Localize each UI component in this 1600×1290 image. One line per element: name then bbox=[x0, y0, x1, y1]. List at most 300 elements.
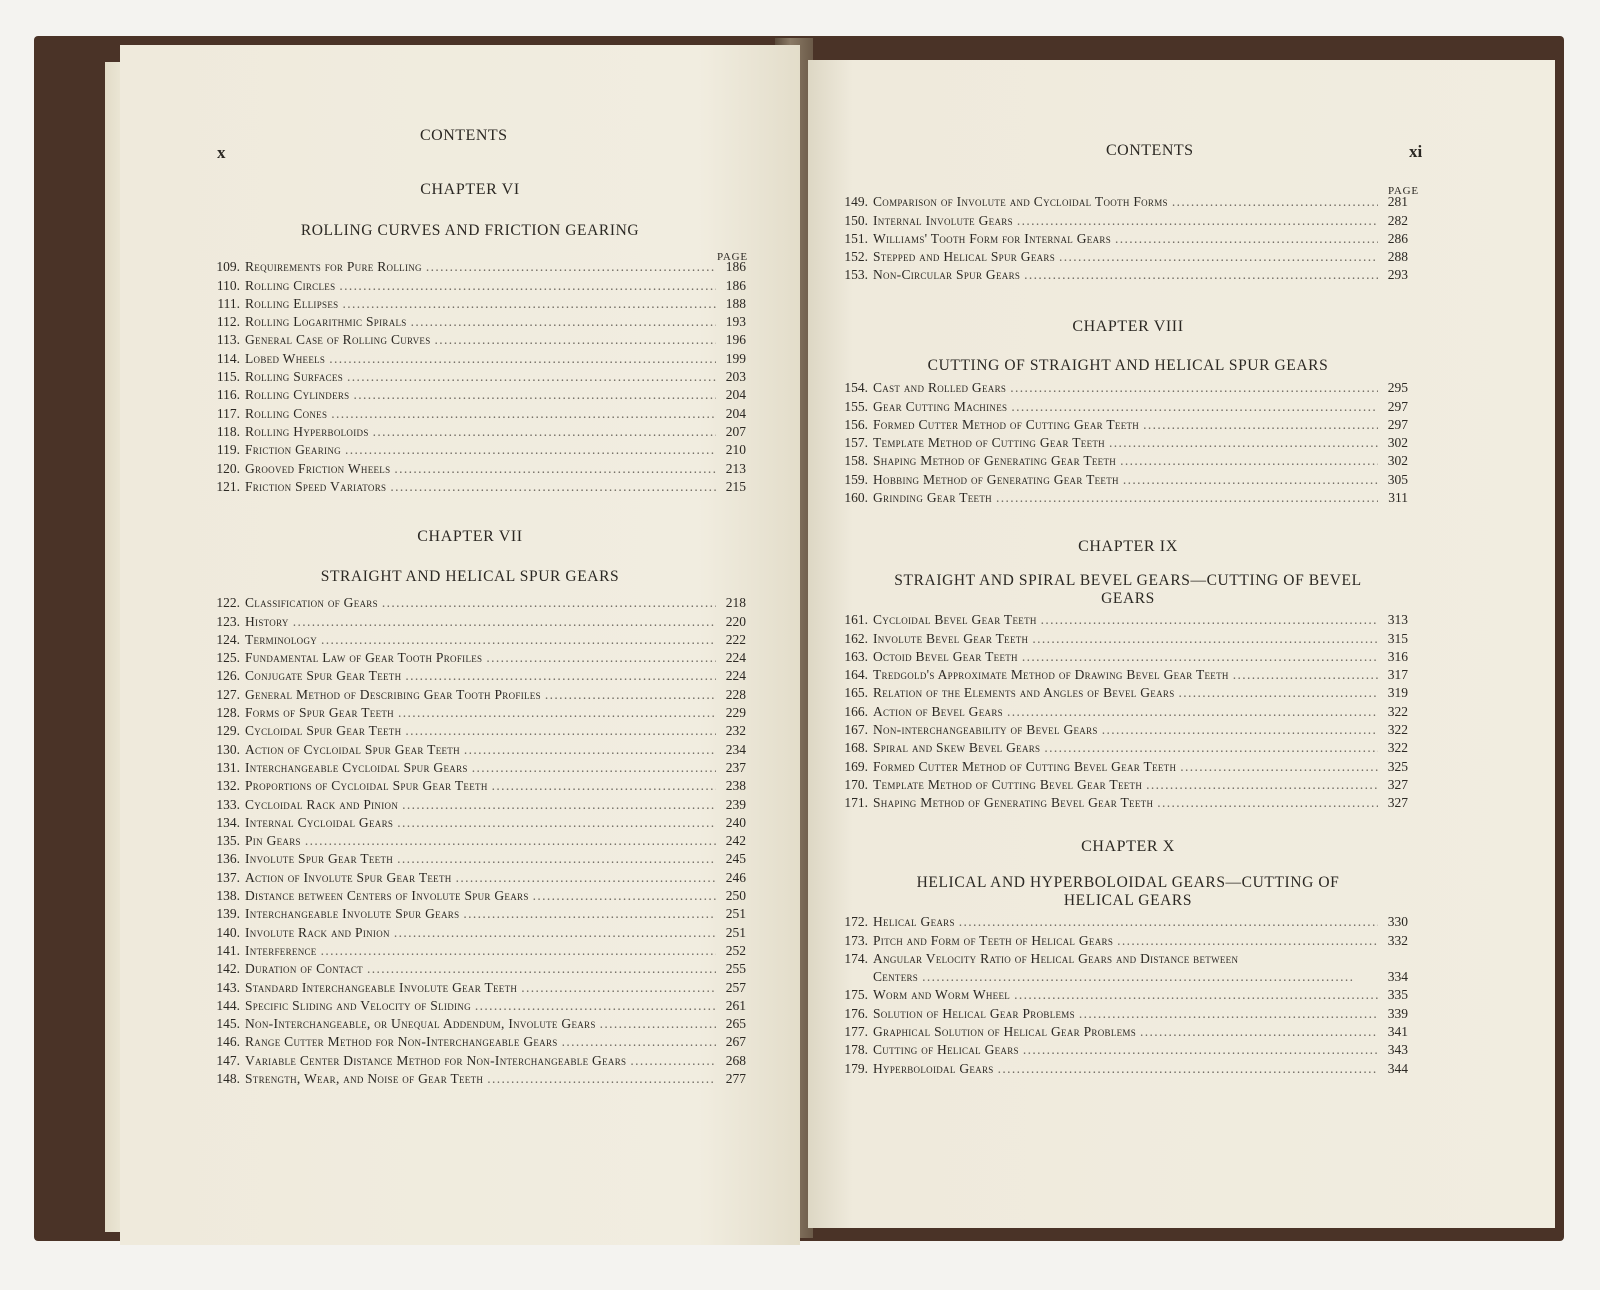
entry-number: 129. bbox=[216, 723, 240, 739]
toc-list bbox=[210, 257, 746, 495]
entry-page-number: 316 bbox=[1387, 648, 1408, 664]
dot-leader bbox=[1044, 740, 1378, 756]
entry-title: Distance between Centers of Involute Spur Gears bbox=[245, 888, 529, 904]
entry-title: Action of Bevel Gears bbox=[873, 703, 1003, 719]
entry-page-number: 246 bbox=[725, 869, 746, 885]
entry-title: Cutting of Helical Gears bbox=[873, 1042, 1019, 1058]
chapter-heading: CHAPTER VII bbox=[417, 528, 523, 545]
dot-leader bbox=[521, 980, 716, 996]
entry-title: Involute Bevel Gear Teeth bbox=[873, 630, 1029, 646]
entry-number: 134. bbox=[216, 814, 240, 830]
entry-page-number: 295 bbox=[1387, 380, 1408, 396]
entry-page-number: 302 bbox=[1387, 435, 1408, 451]
toc-entry bbox=[210, 275, 746, 293]
entry-title: Shaping Method of Generating Gear Teeth bbox=[873, 453, 1117, 469]
entry-page-number: 265 bbox=[725, 1016, 746, 1032]
entry-number: 159. bbox=[844, 471, 868, 487]
dot-leader bbox=[405, 723, 716, 739]
toc-entry bbox=[210, 1050, 746, 1068]
entry-number: 140. bbox=[216, 924, 240, 940]
entry-title: Internal Involute Gears bbox=[873, 212, 1013, 228]
toc-list bbox=[838, 378, 1408, 506]
entry-page-number: 305 bbox=[1387, 471, 1408, 487]
entry-title: Comparison of Involute and Cycloidal Tooth Forms bbox=[873, 194, 1168, 210]
entry-number: 164. bbox=[844, 667, 868, 683]
entry-page-number: 335 bbox=[1387, 987, 1408, 1003]
toc-entry bbox=[838, 210, 1408, 228]
entry-number: 124. bbox=[216, 631, 240, 647]
dot-leader bbox=[382, 595, 716, 611]
entry-page-number: 222 bbox=[725, 631, 746, 647]
dot-leader bbox=[347, 369, 716, 385]
toc-entry bbox=[210, 849, 746, 867]
entry-number: 115. bbox=[216, 369, 240, 385]
entry-number: 120. bbox=[216, 460, 240, 476]
entry-number: 160. bbox=[844, 490, 868, 506]
entry-title: Worm and Worm Wheel bbox=[873, 987, 1011, 1003]
entry-title: Solution of Helical Gear Problems bbox=[873, 1005, 1075, 1021]
entry-number: 119. bbox=[216, 442, 240, 458]
entry-page-number: 224 bbox=[725, 668, 746, 684]
toc-entry bbox=[838, 930, 1408, 948]
entry-number: 170. bbox=[844, 776, 868, 792]
entry-number: 155. bbox=[844, 398, 868, 414]
entry-title: History bbox=[245, 613, 289, 629]
dot-leader bbox=[475, 998, 716, 1014]
entry-number: 173. bbox=[844, 932, 868, 948]
dot-leader bbox=[600, 1016, 716, 1032]
toc-entry bbox=[210, 776, 746, 794]
entry-title: General Case of Rolling Curves bbox=[245, 332, 431, 348]
entry-title: Williams' Tooth Form for Internal Gears bbox=[873, 230, 1112, 246]
dot-leader bbox=[353, 387, 716, 403]
chapter-heading: CHAPTER X bbox=[1081, 838, 1175, 855]
entry-number: 151. bbox=[844, 230, 868, 246]
entry-number: 147. bbox=[216, 1052, 240, 1068]
toc-entry bbox=[210, 666, 746, 684]
dot-leader bbox=[1123, 472, 1378, 488]
dot-leader bbox=[339, 278, 716, 294]
toc-list bbox=[210, 593, 746, 1087]
toc-entry bbox=[210, 996, 746, 1014]
chapter-title-line: CUTTING OF STRAIGHT AND HELICAL SPUR GEARS bbox=[927, 357, 1329, 374]
dot-leader bbox=[397, 851, 716, 867]
entry-number: 133. bbox=[216, 796, 240, 812]
chapter-title-line: HELICAL AND HYPERBOLOIDAL GEARS—CUTTING OF bbox=[916, 874, 1340, 891]
entry-number: 113. bbox=[216, 332, 240, 348]
entry-page-number: 343 bbox=[1387, 1042, 1408, 1058]
toc-entry bbox=[838, 628, 1408, 646]
toc-entry bbox=[838, 756, 1408, 774]
entry-page-number: 311 bbox=[1388, 490, 1408, 506]
dot-leader bbox=[331, 406, 716, 422]
entry-number: 126. bbox=[216, 668, 240, 684]
entry-number: 169. bbox=[844, 758, 868, 774]
entry-title: Action of Cycloidal Spur Gear Teeth bbox=[245, 741, 460, 757]
entry-number: 123. bbox=[216, 613, 240, 629]
entry-number: 109. bbox=[216, 259, 240, 275]
dot-leader bbox=[1022, 649, 1378, 665]
entry-page-number: 322 bbox=[1387, 740, 1408, 756]
entry-title: Cycloidal Spur Gear Teeth bbox=[245, 723, 402, 739]
toc-entry bbox=[838, 610, 1408, 628]
entry-page-number: 286 bbox=[1387, 230, 1408, 246]
entry-number: 139. bbox=[216, 906, 240, 922]
entry-title: Formed Cutter Method of Cutting Gear Teeth bbox=[873, 416, 1140, 432]
entry-title: Shaping Method of Generating Bevel Gear Teeth bbox=[873, 795, 1154, 811]
entry-page-number: 228 bbox=[725, 686, 746, 702]
toc-entry bbox=[210, 458, 746, 476]
entry-title: Proportions of Cycloidal Spur Gear Teeth bbox=[245, 778, 488, 794]
dot-leader bbox=[1024, 267, 1378, 283]
entry-title: Rolling Hyperboloids bbox=[245, 423, 369, 439]
entry-number: 176. bbox=[844, 1005, 868, 1021]
entry-number: 138. bbox=[216, 888, 240, 904]
toc-entry bbox=[838, 1022, 1408, 1040]
entry-number: 143. bbox=[216, 979, 240, 995]
entry-page-number: 229 bbox=[725, 705, 746, 721]
toc-entry bbox=[210, 831, 746, 849]
toc-entry bbox=[210, 794, 746, 812]
entry-title: Requirements for Pure Rolling bbox=[245, 259, 422, 275]
entry-page-number: 325 bbox=[1387, 758, 1408, 774]
toc-entry bbox=[210, 440, 746, 458]
toc-entry bbox=[210, 703, 746, 721]
chapter-heading: CHAPTER IX bbox=[1078, 538, 1178, 555]
dot-leader bbox=[1032, 631, 1378, 647]
dot-leader bbox=[373, 424, 716, 440]
entry-number: 130. bbox=[216, 741, 240, 757]
chapter-title-line: STRAIGHT AND SPIRAL BEVEL GEARS—CUTTING OF BEVEL bbox=[894, 572, 1362, 589]
entry-number: 165. bbox=[844, 685, 868, 701]
entry-title: Standard Interchangeable Involute Gear Teeth bbox=[245, 979, 518, 995]
toc-entry bbox=[210, 758, 746, 776]
entry-title: Range Cutter Method for Non-Interchangeable Gears bbox=[245, 1034, 558, 1050]
toc-entry bbox=[838, 451, 1408, 469]
entry-page-number: 220 bbox=[725, 613, 746, 629]
entry-number: 163. bbox=[844, 648, 868, 664]
entry-number: 144. bbox=[216, 997, 240, 1013]
entry-title: Cast and Rolled Gears bbox=[873, 380, 1007, 396]
toc-entry bbox=[210, 477, 746, 495]
entry-page-number: 234 bbox=[725, 741, 746, 757]
dot-leader bbox=[1041, 612, 1378, 628]
toc-entry bbox=[210, 611, 746, 629]
dot-leader bbox=[492, 778, 716, 794]
entry-page-number: 245 bbox=[725, 851, 746, 867]
dot-leader bbox=[411, 314, 716, 330]
entry-page-number: 302 bbox=[1387, 453, 1408, 469]
entry-page-number: 188 bbox=[725, 295, 746, 311]
entry-title: Pin Gears bbox=[245, 833, 301, 849]
running-head: CONTENTS bbox=[1106, 142, 1194, 159]
entry-title: General Method of Describing Gear Tooth Profiles bbox=[245, 686, 541, 702]
chapter-title bbox=[808, 874, 1448, 910]
entry-title: Fundamental Law of Gear Tooth Profiles bbox=[245, 650, 483, 666]
toc-entry bbox=[210, 630, 746, 648]
toc-entry bbox=[838, 967, 1408, 985]
entry-page-number: 327 bbox=[1387, 795, 1408, 811]
toc-entry bbox=[210, 385, 746, 403]
dot-leader bbox=[394, 461, 716, 477]
toc-entry bbox=[210, 977, 746, 995]
page-number: x bbox=[217, 143, 226, 162]
chapter-title: STRAIGHT AND HELICAL SPUR GEARS bbox=[320, 568, 620, 585]
entry-page-number: 237 bbox=[725, 759, 746, 775]
entry-number: 141. bbox=[216, 942, 240, 958]
dot-leader bbox=[1007, 704, 1378, 720]
entry-number: 118. bbox=[216, 423, 240, 439]
running-head: CONTENTS bbox=[420, 127, 508, 144]
chapter-title: ROLLING CURVES AND FRICTION GEARING bbox=[300, 222, 640, 239]
entry-page-number: 277 bbox=[725, 1071, 746, 1087]
entry-title: Friction Speed Variators bbox=[245, 478, 387, 494]
entry-title: Variable Center Distance Method for Non-Interchangeable Gears bbox=[245, 1052, 627, 1068]
entry-title: Specific Sliding and Velocity of Sliding bbox=[245, 997, 471, 1013]
page-column-label: PAGE bbox=[1388, 185, 1419, 197]
toc-entry bbox=[210, 593, 746, 611]
entry-number: 142. bbox=[216, 961, 240, 977]
toc-entry bbox=[210, 348, 746, 366]
entry-page-number: 334 bbox=[1387, 969, 1408, 985]
entry-number: 116. bbox=[216, 387, 240, 403]
dot-leader bbox=[1180, 759, 1378, 775]
entry-title: Classification of Gears bbox=[245, 595, 378, 611]
toc-entry bbox=[838, 1058, 1408, 1076]
entry-number: 157. bbox=[844, 435, 868, 451]
toc-entry bbox=[210, 294, 746, 312]
entry-page-number: 238 bbox=[725, 778, 746, 794]
entry-page-number: 293 bbox=[1387, 267, 1408, 283]
entry-page-number: 327 bbox=[1387, 776, 1408, 792]
entry-page-number: 317 bbox=[1387, 667, 1408, 683]
entry-title: Hyperboloidal Gears bbox=[873, 1060, 994, 1076]
dot-leader bbox=[1011, 399, 1378, 415]
entry-page-number: 207 bbox=[725, 423, 746, 439]
toc-entry bbox=[210, 959, 746, 977]
entry-page-number: 251 bbox=[725, 906, 746, 922]
dot-leader bbox=[1120, 453, 1378, 469]
entry-number: 125. bbox=[216, 650, 240, 666]
dot-leader bbox=[1102, 722, 1378, 738]
entry-title: Action of Involute Spur Gear Teeth bbox=[245, 869, 452, 885]
entry-title: Spiral and Skew Bevel Gears bbox=[873, 740, 1041, 756]
entry-title: Non-interchangeability of Bevel Gears bbox=[873, 722, 1098, 738]
dot-leader bbox=[1109, 435, 1378, 451]
entry-page-number: 282 bbox=[1387, 212, 1408, 228]
entry-number: 136. bbox=[216, 851, 240, 867]
toc-entry bbox=[210, 684, 746, 702]
toc-entry bbox=[210, 330, 746, 348]
entry-title: Template Method of Cutting Gear Teeth bbox=[873, 435, 1105, 451]
entry-number: 135. bbox=[216, 833, 240, 849]
entry-title: Cycloidal Rack and Pinion bbox=[245, 796, 399, 812]
dot-leader bbox=[367, 961, 716, 977]
entry-number: 117. bbox=[216, 405, 240, 421]
toc-entry bbox=[838, 912, 1408, 930]
toc-entry bbox=[210, 648, 746, 666]
chapter-title bbox=[808, 572, 1448, 608]
dot-leader bbox=[562, 1034, 716, 1050]
entry-number: 110. bbox=[216, 277, 240, 293]
toc-entry bbox=[838, 683, 1408, 701]
entry-title: Friction Gearing bbox=[245, 442, 341, 458]
toc-list bbox=[838, 192, 1408, 283]
entry-title: Involute Spur Gear Teeth bbox=[245, 851, 394, 867]
entry-title: Internal Cycloidal Gears bbox=[245, 814, 394, 830]
entry-page-number: 339 bbox=[1387, 1005, 1408, 1021]
toc-entry bbox=[210, 257, 746, 275]
toc-entry bbox=[838, 488, 1408, 506]
dot-leader bbox=[545, 687, 716, 703]
entry-title: Forms of Spur Gear Teeth bbox=[245, 705, 394, 721]
entry-page-number: 210 bbox=[725, 442, 746, 458]
entry-number: 179. bbox=[844, 1060, 868, 1076]
entry-page-number: 186 bbox=[725, 277, 746, 293]
entry-page-number: 281 bbox=[1387, 194, 1408, 210]
entry-title: Interference bbox=[245, 942, 317, 958]
entry-number: 145. bbox=[216, 1016, 240, 1032]
entry-number: 156. bbox=[844, 416, 868, 432]
toc-entry bbox=[838, 1003, 1408, 1021]
entry-title: Helical Gears bbox=[873, 914, 955, 930]
entry-title: Rolling Circles bbox=[245, 277, 336, 293]
toc-entry bbox=[838, 396, 1408, 414]
toc-entry bbox=[838, 192, 1408, 210]
entry-number: 174. bbox=[844, 950, 868, 966]
dot-leader bbox=[1010, 380, 1378, 396]
dot-leader bbox=[305, 833, 716, 849]
entry-title: Hobbing Method of Generating Gear Teeth bbox=[873, 471, 1119, 487]
entry-number: 153. bbox=[844, 267, 868, 283]
dot-leader bbox=[487, 1071, 716, 1087]
entry-page-number: 232 bbox=[725, 723, 746, 739]
entry-title: Rolling Cylinders bbox=[245, 387, 350, 403]
dot-leader bbox=[1014, 987, 1378, 1003]
entry-page-number: 344 bbox=[1387, 1060, 1408, 1076]
entry-title: Involute Rack and Pinion bbox=[245, 924, 390, 940]
entry-number: 177. bbox=[844, 1024, 868, 1040]
toc-entry bbox=[210, 1014, 746, 1032]
toc-entry bbox=[838, 265, 1408, 283]
toc-entry bbox=[838, 665, 1408, 683]
toc-entry bbox=[210, 367, 746, 385]
toc-entry bbox=[210, 739, 746, 757]
entry-page-number: 204 bbox=[725, 387, 746, 403]
entry-page-number: 268 bbox=[725, 1052, 746, 1068]
entry-number: 132. bbox=[216, 778, 240, 794]
chapter-heading: CHAPTER VI bbox=[420, 181, 520, 198]
dot-leader bbox=[998, 1061, 1378, 1077]
toc-entry bbox=[838, 415, 1408, 433]
entry-title: Centers bbox=[873, 969, 919, 985]
entry-number: 171. bbox=[844, 795, 868, 811]
entry-number: 114. bbox=[216, 350, 240, 366]
entry-number: 162. bbox=[844, 630, 868, 646]
entry-title: Lobed Wheels bbox=[245, 350, 326, 366]
entry-page-number: 239 bbox=[725, 796, 746, 812]
entry-page-number: 341 bbox=[1387, 1024, 1408, 1040]
dot-leader bbox=[1233, 667, 1378, 683]
entry-page-number: 330 bbox=[1387, 914, 1408, 930]
entry-number: 131. bbox=[216, 759, 240, 775]
entry-title: Duration of Contact bbox=[245, 961, 363, 977]
entry-number: 161. bbox=[844, 612, 868, 628]
right-page bbox=[808, 60, 1555, 1228]
entry-title: Grooved Friction Wheels bbox=[245, 460, 391, 476]
dot-leader bbox=[1017, 213, 1378, 229]
entry-page-number: 315 bbox=[1387, 630, 1408, 646]
dot-leader bbox=[402, 797, 716, 813]
entry-number: 167. bbox=[844, 722, 868, 738]
dot-leader bbox=[405, 668, 716, 684]
entry-number: 168. bbox=[844, 740, 868, 756]
entry-page-number: 224 bbox=[725, 650, 746, 666]
dot-leader bbox=[329, 351, 716, 367]
dot-leader bbox=[398, 705, 716, 721]
toc-entry bbox=[838, 229, 1408, 247]
entry-number: 166. bbox=[844, 703, 868, 719]
entry-page-number: 193 bbox=[725, 314, 746, 330]
dot-leader bbox=[456, 870, 716, 886]
entry-number: 127. bbox=[216, 686, 240, 702]
toc-entry bbox=[210, 721, 746, 739]
dot-leader bbox=[1059, 249, 1378, 265]
entry-number: 178. bbox=[844, 1042, 868, 1058]
entry-page-number: 255 bbox=[725, 961, 746, 977]
entry-page-number: 250 bbox=[725, 888, 746, 904]
toc-entry bbox=[210, 922, 746, 940]
entry-number: 137. bbox=[216, 869, 240, 885]
toc-entry bbox=[838, 378, 1408, 396]
entry-number: 158. bbox=[844, 453, 868, 469]
entry-page-number: 215 bbox=[725, 478, 746, 494]
entry-page-number: 252 bbox=[725, 942, 746, 958]
toc-entry bbox=[210, 813, 746, 831]
toc-entry bbox=[210, 403, 746, 421]
dot-leader bbox=[394, 925, 716, 941]
toc-entry bbox=[210, 1069, 746, 1087]
chapter-title bbox=[808, 357, 1448, 375]
dot-leader bbox=[996, 490, 1378, 506]
dot-leader bbox=[464, 742, 716, 758]
entry-page-number: 213 bbox=[725, 460, 746, 476]
chapter-title-line: GEARS bbox=[1101, 590, 1155, 607]
chapter-heading: CHAPTER VIII bbox=[1072, 318, 1184, 335]
entry-title: Strength, Wear, and Noise of Gear Teeth bbox=[245, 1071, 484, 1087]
toc-entry bbox=[838, 247, 1408, 265]
toc-entry bbox=[210, 1032, 746, 1050]
toc-entry bbox=[210, 422, 746, 440]
dot-leader bbox=[1079, 1006, 1378, 1022]
entry-page-number: 240 bbox=[725, 814, 746, 830]
entry-title: Grinding Gear Teeth bbox=[873, 490, 992, 506]
dot-leader bbox=[321, 632, 716, 648]
dot-leader bbox=[390, 479, 716, 495]
entry-page-number: 242 bbox=[725, 833, 746, 849]
entry-page-number: 199 bbox=[725, 350, 746, 366]
entry-title: Pitch and Form of Teeth of Helical Gears bbox=[873, 932, 1114, 948]
dot-leader bbox=[435, 332, 716, 348]
dot-leader bbox=[1117, 933, 1378, 949]
dot-leader bbox=[463, 906, 716, 922]
entry-page-number: 251 bbox=[725, 924, 746, 940]
dot-leader bbox=[397, 815, 716, 831]
entry-title: Graphical Solution of Helical Gear Problems bbox=[873, 1024, 1137, 1040]
toc-entry bbox=[838, 433, 1408, 451]
toc-entry bbox=[210, 904, 746, 922]
toc-entry bbox=[838, 985, 1408, 1003]
